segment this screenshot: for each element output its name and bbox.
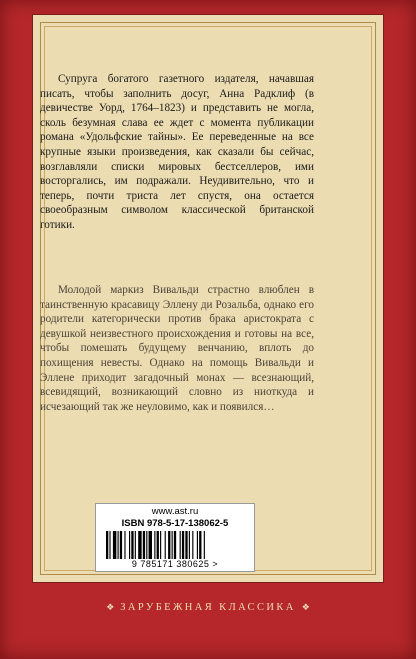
barcode-bar	[113, 531, 116, 559]
series-label: ЗАРУБЕЖНАЯ КЛАССИКА	[120, 602, 296, 613]
barcode-bar	[149, 531, 152, 559]
barcode-box	[95, 503, 255, 572]
barcode-bar	[120, 531, 122, 559]
barcode-bar	[131, 531, 133, 559]
author-bio-paragraph: Супруга богатого газетного издателя, начавшая писать, чтобы заполнить досуг, Анна Радклиф (в девичестве Уорд, 1764–1823) и представить не могла, сколь безумная слава ее ждет с момента публикации романа «Удольфские тайны». Ее переведенные на все крупные языки произведения, как сказали бы сейчас, возглавляли списки мировых бестселлеров, ими восторгались, им подражали. Неудивительно, что и теперь, почти триста лет спустя, она остается своеобразным символом классической британской готики.	[40, 73, 314, 231]
barcode-bar	[165, 531, 166, 559]
barcode-bar	[185, 531, 187, 559]
ornament-right-icon: ❖	[301, 602, 310, 612]
isbn-label: ISBN 978-5-17-138062-5	[121, 518, 229, 529]
barcode-bar	[189, 531, 190, 559]
barcode-bar	[182, 531, 184, 559]
barcode-bar	[199, 531, 201, 559]
barcode-bar	[197, 531, 198, 559]
publisher-site: www.ast.ru	[151, 506, 199, 517]
barcode-bar	[168, 531, 170, 559]
ornament-left-icon: ❖	[106, 602, 115, 612]
barcode-digits: 9 785171 380625 >	[131, 559, 219, 569]
barcode-bar	[160, 531, 161, 559]
barcode-bar	[124, 531, 125, 559]
barcode-bar	[143, 531, 145, 559]
barcode-bar	[204, 531, 205, 559]
barcode-bar	[129, 531, 130, 559]
barcode-bar	[135, 531, 136, 559]
barcode-bar	[118, 531, 119, 559]
barcode-icon	[106, 531, 246, 559]
barcode-bar	[180, 531, 181, 559]
barcode-bar	[106, 531, 108, 559]
barcode-bar	[154, 531, 155, 559]
synopsis-paragraph: Молодой маркиз Вивальди страстно влюблен в таинственную красавицу Эллену ди Розальба, однако его родители категорически против брака аристократа с девушкой неизвестного происхождения и готовы на все, чтобы помешать будущему венчанию, вплоть до похищения невесты. Однако на помощь Вивальди и Эллене приходит загадочный монах — всезнающий, всевидящий, возникающий словно из ниоткуда и исчезающий так же неуловимо, как и появился…	[40, 284, 314, 413]
barcode-bar	[138, 531, 141, 559]
barcode-bar	[109, 531, 110, 559]
series-title	[0, 602, 416, 613]
barcode-bar	[192, 531, 193, 559]
barcode-bar	[174, 531, 176, 559]
barcode-bar	[157, 531, 159, 559]
barcode-bar	[146, 531, 147, 559]
barcode-bar	[172, 531, 173, 559]
